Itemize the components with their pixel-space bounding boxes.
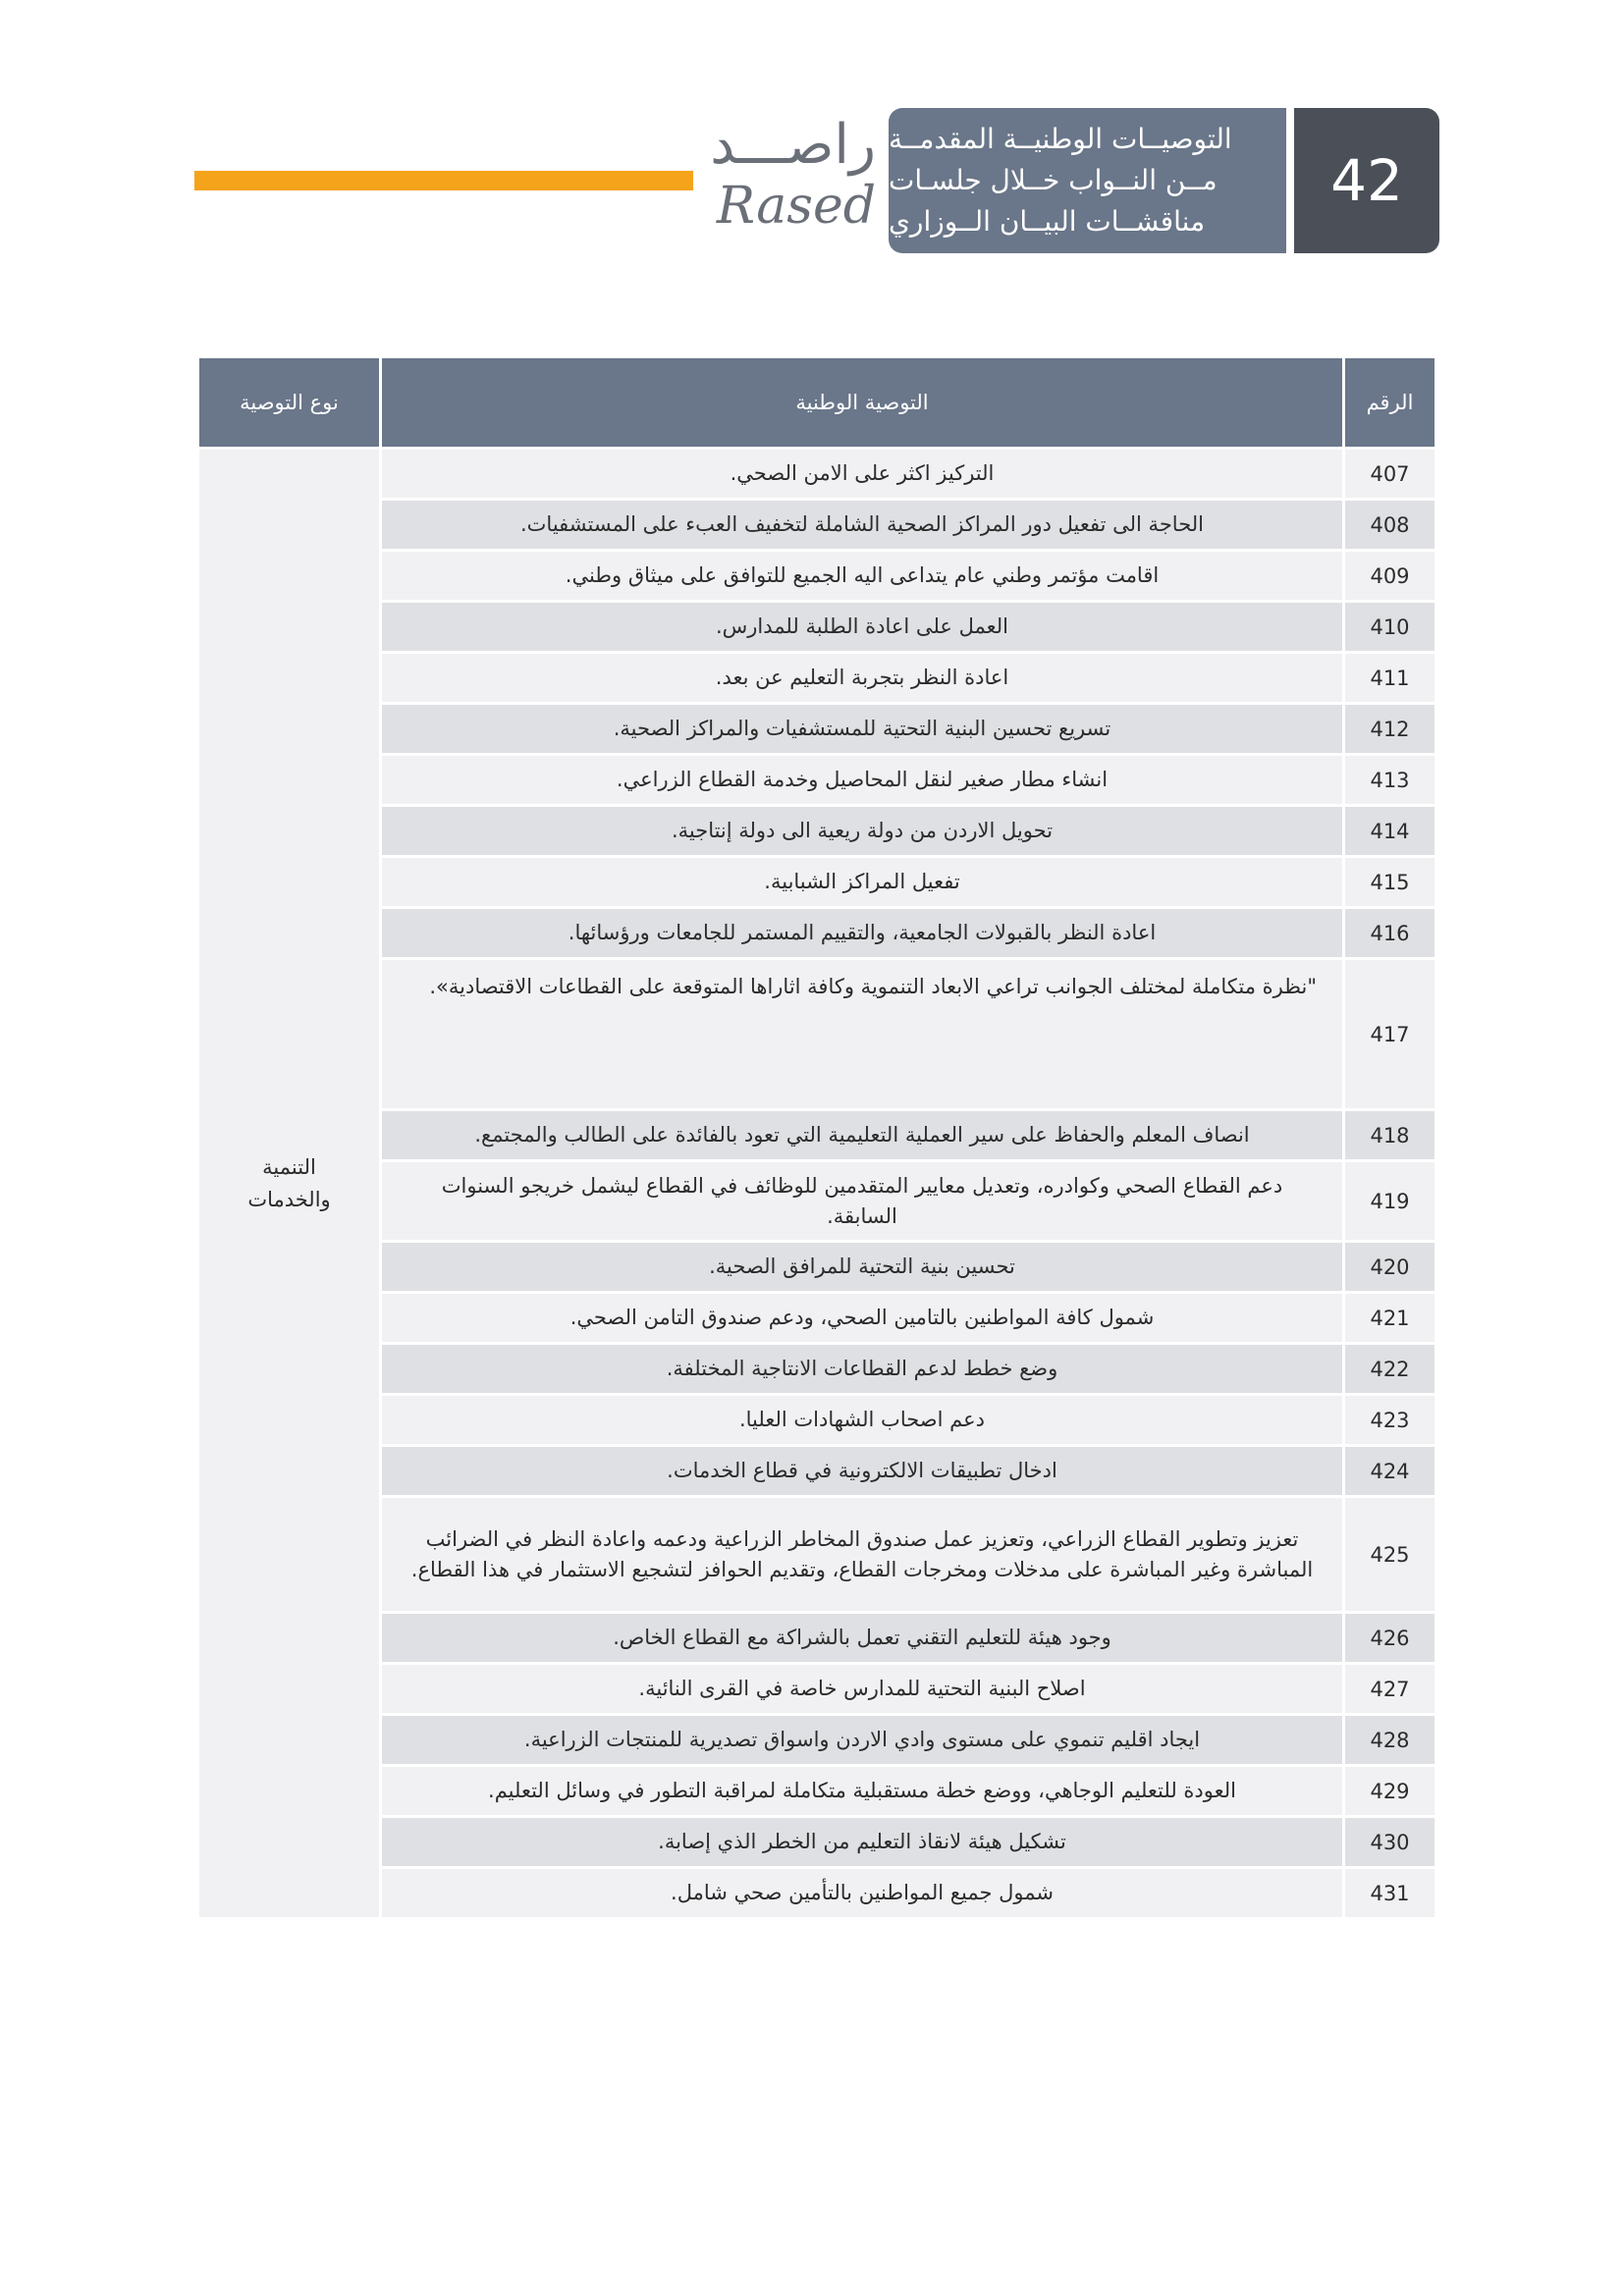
table-row [198,551,1436,602]
recommendation-text: ادخال تطبيقات الالكترونية في قطاع الخدمات. [381,1446,1344,1497]
row-number: 412 [1344,704,1436,755]
table-row [198,1817,1436,1868]
row-number: 416 [1344,908,1436,959]
recommendation-text: اقامت مؤتمر وطني عام يتداعى اليه الجميع للتوافق على ميثاق وطني. [381,551,1344,602]
row-number: 420 [1344,1242,1436,1293]
recommendation-text: اعادة النظر بالقبولات الجامعية، والتقييم المستمر للجامعات ورؤسائها. [381,908,1344,959]
row-number: 431 [1344,1868,1436,1919]
recommendation-text: وجود هيئة للتعليم التقني تعمل بالشراكة مع القطاع الخاص. [381,1613,1344,1664]
table-row [198,449,1436,500]
document-title-line-3: مناقشــات البيــان الــوزاري [889,205,1206,238]
table-row [198,1613,1436,1664]
table-row [198,806,1436,857]
table-row [198,653,1436,704]
table-row [198,1868,1436,1919]
table-row [198,704,1436,755]
table-row [198,1161,1436,1242]
rased-logo-english: Rased [716,177,876,236]
recommendations-table [196,355,1437,1920]
row-number: 429 [1344,1766,1436,1817]
document-title-line-1: التوصيــات الوطنيــة المقدمــة [889,123,1232,155]
recommendation-text: ايجاد اقليم تنموي على مستوى وادي الاردن واسواق تصديرية للمنتجات الزراعية. [381,1715,1344,1766]
row-number: 419 [1344,1161,1436,1242]
row-number: 428 [1344,1715,1436,1766]
table-row [198,1715,1436,1766]
row-number: 424 [1344,1446,1436,1497]
recommendation-text: العمل على اعادة الطلبة للمدارس. [381,602,1344,653]
table-row [198,1446,1436,1497]
recommendation-text: تسريع تحسين البنية التحتية للمستشفيات والمراكز الصحية. [381,704,1344,755]
header-type: نوع التوصية [198,357,381,449]
table-row [198,1344,1436,1395]
row-number: 418 [1344,1110,1436,1161]
table-row [198,1395,1436,1446]
row-number: 427 [1344,1664,1436,1715]
header-accent-bar [194,171,693,190]
recommendation-text: انشاء مطار صغير لنقل المحاصيل وخدمة القطاع الزراعي. [381,755,1344,806]
table-row [198,1664,1436,1715]
row-number: 425 [1344,1497,1436,1613]
row-number: 409 [1344,551,1436,602]
row-number: 411 [1344,653,1436,704]
recommendation-text: شمول كافة المواطنين بالتامين الصحي، ودعم صندوق التامن الصحي. [381,1293,1344,1344]
recommendation-text: تحويل الاردن من دولة ريعية الى دولة إنتاجية. [381,806,1344,857]
table-row [198,602,1436,653]
recommendation-text: دعم القطاع الصحي وكوادره، وتعديل معايير المتقدمين للوظائف في القطاع ليشمل خريجو السنوات السابقة. [381,1161,1344,1242]
document-title [889,108,1286,253]
recommendation-text: تحسين بنية التحتية للمرافق الصحية. [381,1242,1344,1293]
table-row [198,908,1436,959]
recommendation-text: تعزيز وتطوير القطاع الزراعي، وتعزيز عمل صندوق المخاطر الزراعية ودعمه واعادة النظر في الضرائب المباشرة وغير المباشرة على مدخلات ومخرجات القطاع، وتقديم الحوافز لتشجيع الاستثمار في هذا القطاع. [381,1497,1344,1613]
recommendation-text: وضع خطط لدعم القطاعات الانتاجية المختلفة. [381,1344,1344,1395]
row-number: 407 [1344,449,1436,500]
recommendation-text: اصلاح البنية التحتية للمدارس خاصة في القرى النائية. [381,1664,1344,1715]
row-number: 410 [1344,602,1436,653]
recommendation-type [198,449,381,1919]
header-recommendation: التوصية الوطنية [381,357,1344,449]
table-header-row [198,357,1436,449]
row-number: 414 [1344,806,1436,857]
table-row [198,1766,1436,1817]
recommendation-text: "نظرة متكاملة لمختلف الجوانب تراعي الابعاد التنموية وكافة اثاراها المتوقعة على القطاعات الاقتصادية». [381,959,1344,1110]
table-row [198,959,1436,1110]
table-row [198,755,1436,806]
table-row [198,1293,1436,1344]
row-number: 422 [1344,1344,1436,1395]
row-number: 415 [1344,857,1436,908]
recommendation-text: تفعيل المراكز الشبابية. [381,857,1344,908]
row-number: 417 [1344,959,1436,1110]
recommendation-text: انصاف المعلم والحفاظ على سير العملية التعليمية التي تعود بالفائدة على الطالب والمجتمع. [381,1110,1344,1161]
row-number: 423 [1344,1395,1436,1446]
table-row [198,1110,1436,1161]
recommendation-text: الحاجة الى تفعيل دور المراكز الصحية الشاملة لتخفيف العبء على المستشفيات. [381,500,1344,551]
recommendation-text: تشكيل هيئة لانقاذ التعليم من الخطر الذي إصابة. [381,1817,1344,1868]
table-row [198,1242,1436,1293]
row-number: 421 [1344,1293,1436,1344]
recommendation-type-line-1: التنمية [262,1154,316,1179]
document-title-line-2: مــن النــواب خــلال جلسـات [889,164,1218,196]
recommendation-text: العودة للتعليم الوجاهي، ووضع خطة مستقبلية متكاملة لمراقبة التطور في وسائل التعليم. [381,1766,1344,1817]
table-row [198,1497,1436,1613]
rased-logo-arabic: راصـــد [710,113,876,177]
table-body [198,449,1436,1919]
table-row [198,857,1436,908]
recommendation-text: دعم اصحاب الشهادات العليا. [381,1395,1344,1446]
row-number: 408 [1344,500,1436,551]
table-row [198,500,1436,551]
recommendation-text: اعادة النظر بتجربة التعليم عن بعد. [381,653,1344,704]
recommendation-text: شمول جميع المواطنين بالتأمين صحي شامل. [381,1868,1344,1919]
row-number: 413 [1344,755,1436,806]
recommendation-type-line-2: والخدمات [247,1187,331,1211]
row-number: 430 [1344,1817,1436,1868]
page-number: 42 [1294,108,1439,253]
row-number: 426 [1344,1613,1436,1664]
recommendation-text: التركيز اكثر على الامن الصحي. [381,449,1344,500]
header-number: الرقم [1344,357,1436,449]
